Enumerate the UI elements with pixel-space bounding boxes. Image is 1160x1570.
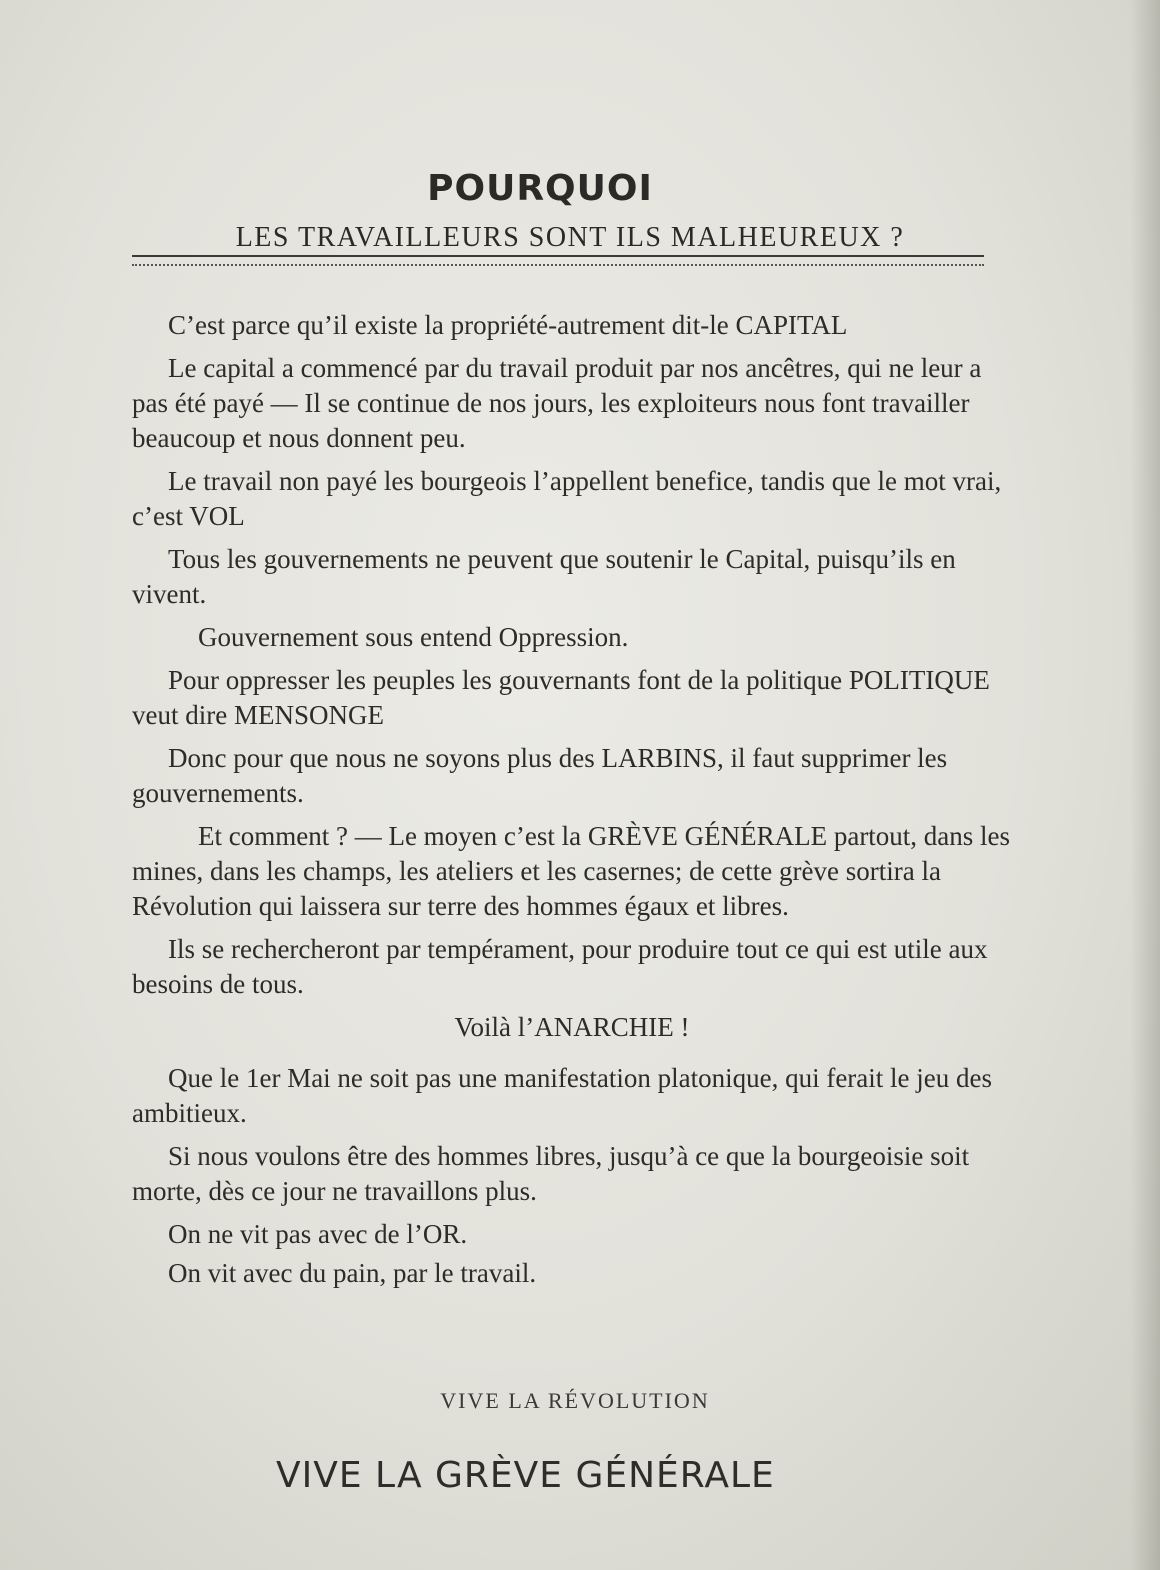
leaflet-subtitle: LES TRAVAILLEURS SONT ILS MALHEUREUX ? <box>235 222 905 253</box>
paragraph-temperament: Ils se rechercheront par tempérament, pour produire tout ce qui est utile aux besoins de tous. <box>132 934 988 999</box>
slogan-general-strike: VIVE LA GRÈVE GÉNÉRALE <box>276 1455 775 1496</box>
title-underline <box>132 255 984 266</box>
paragraph-may-first: Que le 1er Mai ne soit pas une manifestation platonique, qui ferait le jeu des ambitieux. <box>132 1063 993 1128</box>
anarchy-line: Voilà l’ANARCHIE ! <box>454 1012 690 1042</box>
paragraph-free-men: Si nous voulons être des hommes libres, jusqu’à ce que la bourgeoisie soit morte, dès ce jour ne travaillons plus. <box>132 1141 970 1206</box>
leaflet-body <box>132 308 1012 1295</box>
paragraph-ancestors: Le capital a commencé par du travail produit par nos ancêtres, qui ne leur a pas été payé — Il se continue de nos jours, les exploiteurs nous font travailler beaucoup et nous donnent peu. <box>132 353 982 453</box>
paragraph-oppression: Gouvernement sous entend Oppression. <box>198 622 629 652</box>
line-gold: On ne vit pas avec de l’OR. <box>168 1219 468 1249</box>
paragraph-capital: C’est parce qu’il existe la propriété-autrement dit-le CAPITAL <box>168 310 848 340</box>
paragraph-larbins: Donc pour que nous ne soyons plus des LARBINS, il faut supprimer les gouvernements. <box>132 743 948 808</box>
paragraph-governments: Tous les gouvernements ne peuvent que soutenir le Capital, puisqu’ils en vivent. <box>132 544 956 609</box>
paragraph-politics: Pour oppresser les peuples les gouvernants font de la politique POLITIQUE veut dire MENSONGE <box>132 665 990 730</box>
paragraph-general-strike: Et comment ? — Le moyen c’est la GRÈVE GÉNÉRALE partout, dans les mines, dans les champs, les ateliers et les casernes; de cette grève sortira la Révolution qui laissera sur terre des hommes égaux et libres. <box>132 821 1011 921</box>
slogan-revolution: VIVE LA RÉVOLUTION <box>440 1388 710 1413</box>
paragraph-unpaid-work: Le travail non payé les bourgeois l’appellent benefice, tandis que le mot vrai, c’est VOL <box>132 466 1002 531</box>
leaflet-title: POURQUOI <box>427 168 653 209</box>
line-bread: On vit avec du pain, par le travail. <box>168 1258 537 1288</box>
